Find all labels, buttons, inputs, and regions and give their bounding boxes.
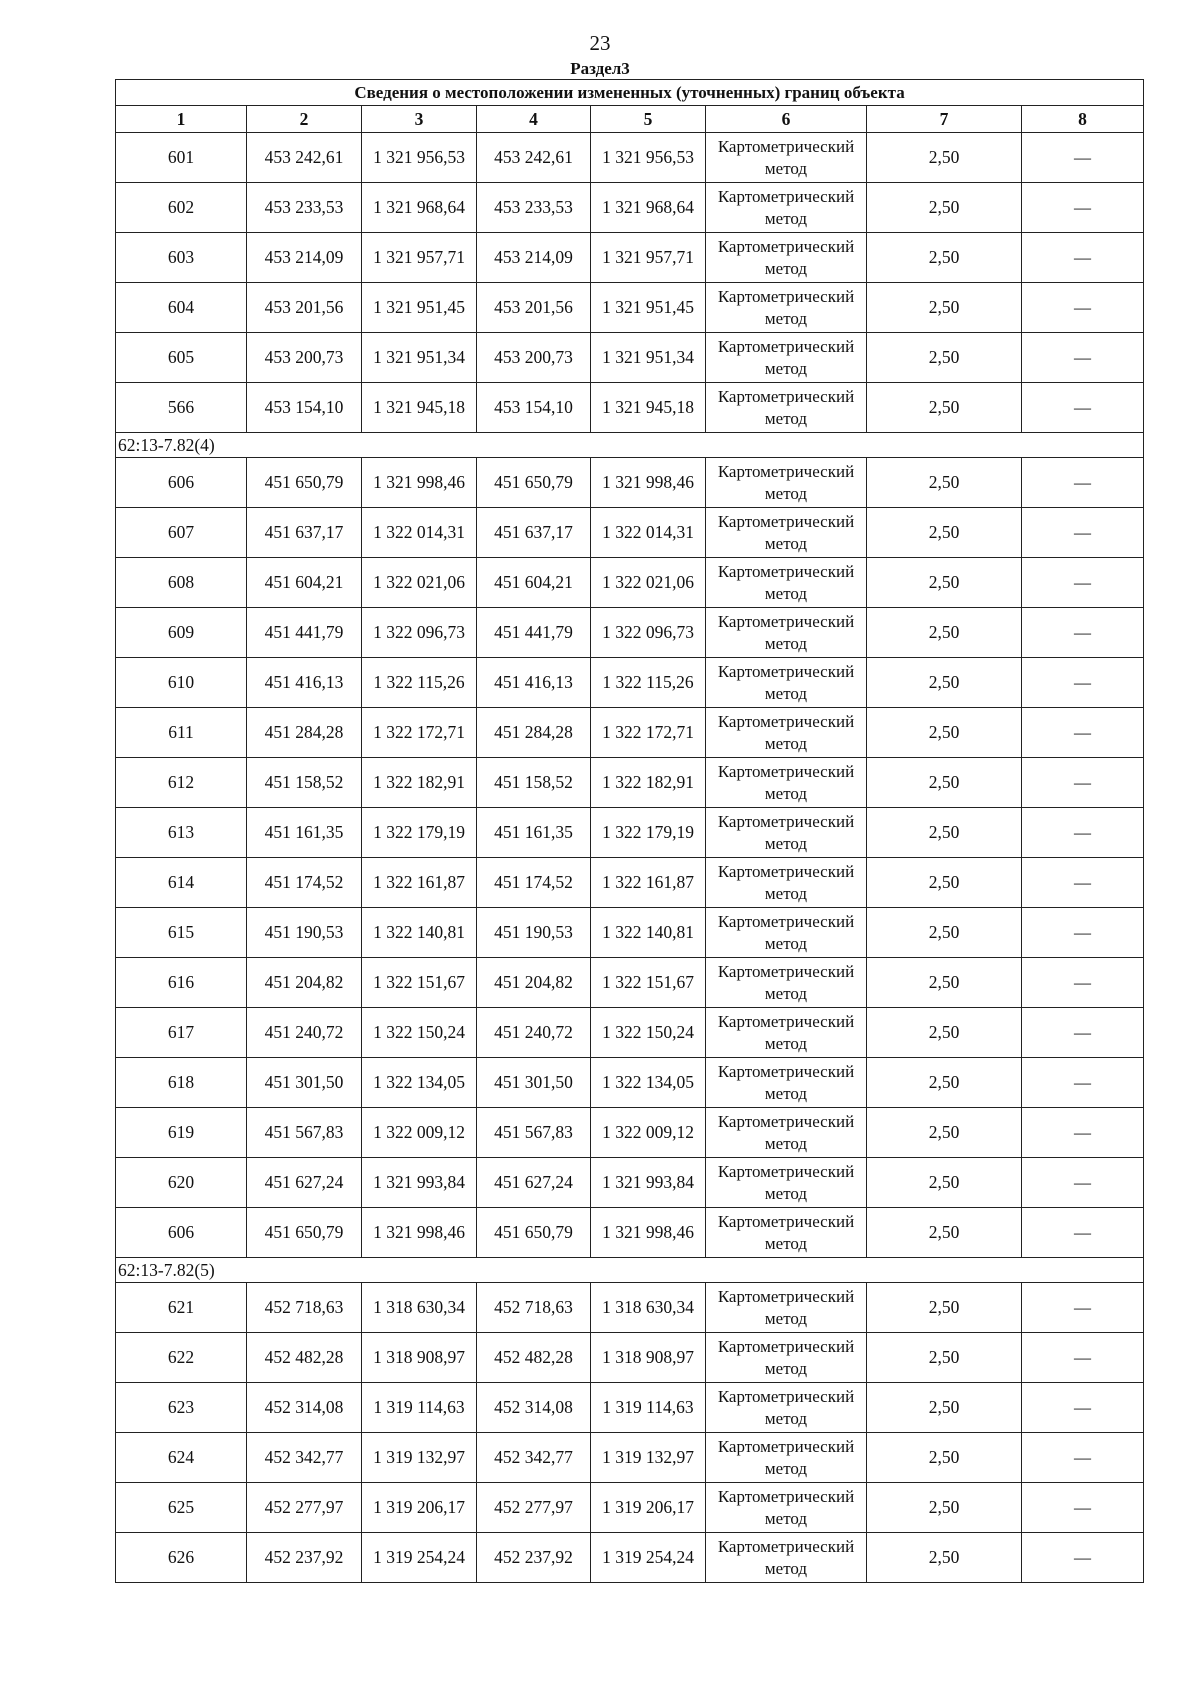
x-refined-cell: 451 627,24 — [477, 1158, 591, 1208]
point-number-cell: 605 — [116, 333, 247, 383]
accuracy-cell: 2,50 — [867, 1008, 1022, 1058]
point-number-cell: 601 — [116, 133, 247, 183]
table-row — [116, 1283, 1144, 1333]
accuracy-cell: 2,50 — [867, 758, 1022, 808]
y-refined-cell: 1 322 151,67 — [591, 958, 706, 1008]
point-number-cell: 619 — [116, 1108, 247, 1158]
description-cell: — — [1022, 1208, 1144, 1258]
table-row — [116, 1208, 1144, 1258]
y-existing-cell: 1 322 021,06 — [362, 558, 477, 608]
x-existing-cell: 453 214,09 — [247, 233, 362, 283]
accuracy-cell: 2,50 — [867, 1108, 1022, 1158]
accuracy-cell: 2,50 — [867, 908, 1022, 958]
method-cell: Картометрический метод — [706, 1208, 867, 1258]
table-row — [116, 1483, 1144, 1533]
description-cell: — — [1022, 133, 1144, 183]
x-existing-cell: 451 567,83 — [247, 1108, 362, 1158]
y-refined-cell: 1 318 908,97 — [591, 1333, 706, 1383]
x-existing-cell: 452 277,97 — [247, 1483, 362, 1533]
x-refined-cell: 452 277,97 — [477, 1483, 591, 1533]
description-cell: — — [1022, 558, 1144, 608]
y-existing-cell: 1 319 254,24 — [362, 1533, 477, 1583]
x-refined-cell: 451 204,82 — [477, 958, 591, 1008]
accuracy-cell: 2,50 — [867, 133, 1022, 183]
x-refined-cell: 451 284,28 — [477, 708, 591, 758]
accuracy-cell: 2,50 — [867, 1208, 1022, 1258]
point-number-cell: 603 — [116, 233, 247, 283]
point-number-cell: 618 — [116, 1058, 247, 1108]
x-existing-cell: 451 441,79 — [247, 608, 362, 658]
x-existing-cell: 451 161,35 — [247, 808, 362, 858]
column-header: 2 — [247, 106, 362, 133]
y-refined-cell: 1 322 182,91 — [591, 758, 706, 808]
y-existing-cell: 1 319 114,63 — [362, 1383, 477, 1433]
column-header: 1 — [116, 106, 247, 133]
y-refined-cell: 1 321 968,64 — [591, 183, 706, 233]
x-refined-cell: 451 637,17 — [477, 508, 591, 558]
point-number-cell: 623 — [116, 1383, 247, 1433]
y-refined-cell: 1 321 957,71 — [591, 233, 706, 283]
method-cell: Картометрический метод — [706, 708, 867, 758]
y-refined-cell: 1 319 114,63 — [591, 1383, 706, 1433]
y-existing-cell: 1 322 096,73 — [362, 608, 477, 658]
x-refined-cell: 451 416,13 — [477, 658, 591, 708]
x-refined-cell: 453 200,73 — [477, 333, 591, 383]
description-cell: — — [1022, 1008, 1144, 1058]
method-cell: Картометрический метод — [706, 1533, 867, 1583]
table-row — [116, 458, 1144, 508]
method-cell: Картометрический метод — [706, 958, 867, 1008]
y-existing-cell: 1 318 630,34 — [362, 1283, 477, 1333]
y-refined-cell: 1 322 115,26 — [591, 658, 706, 708]
accuracy-cell: 2,50 — [867, 1433, 1022, 1483]
method-cell: Картометрический метод — [706, 758, 867, 808]
table-row — [116, 758, 1144, 808]
point-number-cell: 602 — [116, 183, 247, 233]
table-body — [116, 80, 1144, 1583]
table-row — [116, 283, 1144, 333]
table-row — [116, 333, 1144, 383]
table-row — [116, 1433, 1144, 1483]
x-refined-cell: 453 154,10 — [477, 383, 591, 433]
method-cell: Картометрический метод — [706, 608, 867, 658]
description-cell: — — [1022, 1108, 1144, 1158]
method-cell: Картометрический метод — [706, 508, 867, 558]
method-cell: Картометрический метод — [706, 1108, 867, 1158]
table-row — [116, 383, 1144, 433]
x-refined-cell: 451 650,79 — [477, 1208, 591, 1258]
y-existing-cell: 1 322 014,31 — [362, 508, 477, 558]
point-number-cell: 622 — [116, 1333, 247, 1383]
accuracy-cell: 2,50 — [867, 708, 1022, 758]
x-existing-cell: 451 240,72 — [247, 1008, 362, 1058]
group-row — [116, 433, 1144, 458]
y-existing-cell: 1 321 998,46 — [362, 1208, 477, 1258]
y-refined-cell: 1 319 254,24 — [591, 1533, 706, 1583]
accuracy-cell: 2,50 — [867, 1483, 1022, 1533]
accuracy-cell: 2,50 — [867, 658, 1022, 708]
method-cell: Картометрический метод — [706, 1333, 867, 1383]
x-existing-cell: 452 342,77 — [247, 1433, 362, 1483]
point-number-cell: 626 — [116, 1533, 247, 1583]
y-existing-cell: 1 322 140,81 — [362, 908, 477, 958]
method-cell: Картометрический метод — [706, 1483, 867, 1533]
x-existing-cell: 452 237,92 — [247, 1533, 362, 1583]
group-row — [116, 1258, 1144, 1283]
method-cell: Картометрический метод — [706, 283, 867, 333]
table-row — [116, 808, 1144, 858]
y-refined-cell: 1 322 009,12 — [591, 1108, 706, 1158]
description-cell: — — [1022, 1433, 1144, 1483]
point-number-cell: 620 — [116, 1158, 247, 1208]
y-refined-cell: 1 321 998,46 — [591, 458, 706, 508]
description-cell: — — [1022, 508, 1144, 558]
x-existing-cell: 453 154,10 — [247, 383, 362, 433]
table-title-row — [116, 80, 1144, 106]
y-refined-cell: 1 322 172,71 — [591, 708, 706, 758]
y-existing-cell: 1 321 951,34 — [362, 333, 477, 383]
point-number-cell: 606 — [116, 458, 247, 508]
description-cell: — — [1022, 658, 1144, 708]
boundary-coordinates-table — [115, 79, 1144, 1583]
method-cell: Картометрический метод — [706, 1008, 867, 1058]
description-cell: — — [1022, 1333, 1144, 1383]
y-refined-cell: 1 321 998,46 — [591, 1208, 706, 1258]
point-number-cell: 616 — [116, 958, 247, 1008]
point-number-cell: 607 — [116, 508, 247, 558]
x-existing-cell: 453 200,73 — [247, 333, 362, 383]
table-row — [116, 1533, 1144, 1583]
accuracy-cell: 2,50 — [867, 1533, 1022, 1583]
method-cell: Картометрический метод — [706, 1433, 867, 1483]
x-existing-cell: 451 158,52 — [247, 758, 362, 808]
table-row — [116, 508, 1144, 558]
accuracy-cell: 2,50 — [867, 858, 1022, 908]
x-refined-cell: 451 650,79 — [477, 458, 591, 508]
x-existing-cell: 451 604,21 — [247, 558, 362, 608]
x-refined-cell: 451 174,52 — [477, 858, 591, 908]
method-cell: Картометрический метод — [706, 383, 867, 433]
description-cell: — — [1022, 1158, 1144, 1208]
point-number-cell: 613 — [116, 808, 247, 858]
point-number-cell: 617 — [116, 1008, 247, 1058]
accuracy-cell: 2,50 — [867, 1158, 1022, 1208]
table-row — [116, 908, 1144, 958]
y-existing-cell: 1 321 951,45 — [362, 283, 477, 333]
description-cell: — — [1022, 1283, 1144, 1333]
y-refined-cell: 1 322 096,73 — [591, 608, 706, 658]
x-existing-cell: 451 301,50 — [247, 1058, 362, 1108]
x-existing-cell: 451 650,79 — [247, 1208, 362, 1258]
column-header: 5 — [591, 106, 706, 133]
x-existing-cell: 451 204,82 — [247, 958, 362, 1008]
y-refined-cell: 1 321 993,84 — [591, 1158, 706, 1208]
y-existing-cell: 1 321 993,84 — [362, 1158, 477, 1208]
accuracy-cell: 2,50 — [867, 608, 1022, 658]
group-label: 62:13-7.82(4) — [116, 433, 1144, 458]
point-number-cell: 615 — [116, 908, 247, 958]
y-existing-cell: 1 321 998,46 — [362, 458, 477, 508]
method-cell: Картометрический метод — [706, 233, 867, 283]
description-cell: — — [1022, 183, 1144, 233]
table-row — [116, 1333, 1144, 1383]
description-cell: — — [1022, 958, 1144, 1008]
description-cell: — — [1022, 858, 1144, 908]
accuracy-cell: 2,50 — [867, 458, 1022, 508]
method-cell: Картометрический метод — [706, 1283, 867, 1333]
x-existing-cell: 452 482,28 — [247, 1333, 362, 1383]
y-refined-cell: 1 321 951,34 — [591, 333, 706, 383]
y-refined-cell: 1 322 150,24 — [591, 1008, 706, 1058]
accuracy-cell: 2,50 — [867, 808, 1022, 858]
table-row — [116, 1058, 1144, 1108]
description-cell: — — [1022, 1383, 1144, 1433]
method-cell: Картометрический метод — [706, 558, 867, 608]
x-refined-cell: 452 342,77 — [477, 1433, 591, 1483]
method-cell: Картометрический метод — [706, 458, 867, 508]
point-number-cell: 621 — [116, 1283, 247, 1333]
point-number-cell: 566 — [116, 383, 247, 433]
y-existing-cell: 1 321 956,53 — [362, 133, 477, 183]
y-existing-cell: 1 322 115,26 — [362, 658, 477, 708]
point-number-cell: 610 — [116, 658, 247, 708]
x-refined-cell: 451 240,72 — [477, 1008, 591, 1058]
description-cell: — — [1022, 1483, 1144, 1533]
x-refined-cell: 451 301,50 — [477, 1058, 591, 1108]
x-refined-cell: 451 567,83 — [477, 1108, 591, 1158]
y-refined-cell: 1 319 132,97 — [591, 1433, 706, 1483]
table-row — [116, 958, 1144, 1008]
x-refined-cell: 453 242,61 — [477, 133, 591, 183]
method-cell: Картометрический метод — [706, 1158, 867, 1208]
y-refined-cell: 1 322 021,06 — [591, 558, 706, 608]
table-row — [116, 708, 1144, 758]
column-header: 4 — [477, 106, 591, 133]
table-row — [116, 858, 1144, 908]
description-cell: — — [1022, 333, 1144, 383]
accuracy-cell: 2,50 — [867, 1283, 1022, 1333]
y-existing-cell: 1 322 172,71 — [362, 708, 477, 758]
x-existing-cell: 451 416,13 — [247, 658, 362, 708]
page-number: 23 — [589, 31, 611, 55]
x-existing-cell: 453 242,61 — [247, 133, 362, 183]
y-existing-cell: 1 322 134,05 — [362, 1058, 477, 1108]
accuracy-cell: 2,50 — [867, 1383, 1022, 1433]
column-header: 8 — [1022, 106, 1144, 133]
accuracy-cell: 2,50 — [867, 233, 1022, 283]
y-existing-cell: 1 322 179,19 — [362, 808, 477, 858]
method-cell: Картометрический метод — [706, 908, 867, 958]
point-number-cell: 604 — [116, 283, 247, 333]
x-existing-cell: 451 284,28 — [247, 708, 362, 758]
accuracy-cell: 2,50 — [867, 1058, 1022, 1108]
table-row — [116, 1108, 1144, 1158]
table-row — [116, 1008, 1144, 1058]
x-existing-cell: 452 718,63 — [247, 1283, 362, 1333]
point-number-cell: 612 — [116, 758, 247, 808]
column-header: 6 — [706, 106, 867, 133]
point-number-cell: 606 — [116, 1208, 247, 1258]
y-existing-cell: 1 322 151,67 — [362, 958, 477, 1008]
x-existing-cell: 451 637,17 — [247, 508, 362, 558]
table-row — [116, 658, 1144, 708]
x-existing-cell: 453 201,56 — [247, 283, 362, 333]
x-existing-cell: 452 314,08 — [247, 1383, 362, 1433]
x-existing-cell: 451 627,24 — [247, 1158, 362, 1208]
point-number-cell: 624 — [116, 1433, 247, 1483]
section-label: Раздел3 — [570, 59, 630, 78]
column-header: 3 — [362, 106, 477, 133]
table-title: Сведения о местоположении измененных (уточненных) границ объекта — [116, 80, 1144, 106]
y-refined-cell: 1 322 014,31 — [591, 508, 706, 558]
description-cell: — — [1022, 758, 1144, 808]
accuracy-cell: 2,50 — [867, 383, 1022, 433]
method-cell: Картометрический метод — [706, 658, 867, 708]
point-number-cell: 614 — [116, 858, 247, 908]
table-row — [116, 183, 1144, 233]
accuracy-cell: 2,50 — [867, 1333, 1022, 1383]
x-refined-cell: 451 190,53 — [477, 908, 591, 958]
table-row — [116, 1158, 1144, 1208]
point-number-cell: 608 — [116, 558, 247, 608]
description-cell: — — [1022, 383, 1144, 433]
y-refined-cell: 1 322 134,05 — [591, 1058, 706, 1108]
accuracy-cell: 2,50 — [867, 558, 1022, 608]
accuracy-cell: 2,50 — [867, 958, 1022, 1008]
x-refined-cell: 452 237,92 — [477, 1533, 591, 1583]
table-row — [116, 608, 1144, 658]
x-existing-cell: 453 233,53 — [247, 183, 362, 233]
table-row — [116, 1383, 1144, 1433]
x-refined-cell: 451 161,35 — [477, 808, 591, 858]
y-refined-cell: 1 322 140,81 — [591, 908, 706, 958]
y-refined-cell: 1 321 951,45 — [591, 283, 706, 333]
y-existing-cell: 1 322 009,12 — [362, 1108, 477, 1158]
description-cell: — — [1022, 233, 1144, 283]
column-header: 7 — [867, 106, 1022, 133]
column-header-row — [116, 106, 1144, 133]
description-cell: — — [1022, 908, 1144, 958]
description-cell: — — [1022, 1533, 1144, 1583]
y-existing-cell: 1 318 908,97 — [362, 1333, 477, 1383]
y-refined-cell: 1 321 956,53 — [591, 133, 706, 183]
table-row — [116, 558, 1144, 608]
method-cell: Картометрический метод — [706, 1383, 867, 1433]
accuracy-cell: 2,50 — [867, 283, 1022, 333]
x-refined-cell: 453 233,53 — [477, 183, 591, 233]
accuracy-cell: 2,50 — [867, 333, 1022, 383]
y-existing-cell: 1 322 150,24 — [362, 1008, 477, 1058]
method-cell: Картометрический метод — [706, 183, 867, 233]
y-existing-cell: 1 319 132,97 — [362, 1433, 477, 1483]
y-refined-cell: 1 322 179,19 — [591, 808, 706, 858]
y-refined-cell: 1 319 206,17 — [591, 1483, 706, 1533]
y-existing-cell: 1 319 206,17 — [362, 1483, 477, 1533]
accuracy-cell: 2,50 — [867, 508, 1022, 558]
x-refined-cell: 452 314,08 — [477, 1383, 591, 1433]
y-existing-cell: 1 322 182,91 — [362, 758, 477, 808]
method-cell: Картометрический метод — [706, 858, 867, 908]
y-refined-cell: 1 322 161,87 — [591, 858, 706, 908]
method-cell: Картометрический метод — [706, 333, 867, 383]
point-number-cell: 625 — [116, 1483, 247, 1533]
y-existing-cell: 1 321 968,64 — [362, 183, 477, 233]
description-cell: — — [1022, 808, 1144, 858]
table-row — [116, 133, 1144, 183]
y-existing-cell: 1 321 945,18 — [362, 383, 477, 433]
description-cell: — — [1022, 458, 1144, 508]
x-refined-cell: 451 441,79 — [477, 608, 591, 658]
description-cell: — — [1022, 608, 1144, 658]
description-cell: — — [1022, 283, 1144, 333]
x-refined-cell: 452 482,28 — [477, 1333, 591, 1383]
point-number-cell: 609 — [116, 608, 247, 658]
x-refined-cell: 452 718,63 — [477, 1283, 591, 1333]
y-existing-cell: 1 321 957,71 — [362, 233, 477, 283]
accuracy-cell: 2,50 — [867, 183, 1022, 233]
x-refined-cell: 453 201,56 — [477, 283, 591, 333]
x-refined-cell: 453 214,09 — [477, 233, 591, 283]
description-cell: — — [1022, 1058, 1144, 1108]
y-existing-cell: 1 322 161,87 — [362, 858, 477, 908]
x-existing-cell: 451 174,52 — [247, 858, 362, 908]
table-row — [116, 233, 1144, 283]
x-existing-cell: 451 190,53 — [247, 908, 362, 958]
method-cell: Картометрический метод — [706, 133, 867, 183]
y-refined-cell: 1 321 945,18 — [591, 383, 706, 433]
x-refined-cell: 451 158,52 — [477, 758, 591, 808]
description-cell: — — [1022, 708, 1144, 758]
method-cell: Картометрический метод — [706, 1058, 867, 1108]
y-refined-cell: 1 318 630,34 — [591, 1283, 706, 1333]
point-number-cell: 611 — [116, 708, 247, 758]
x-existing-cell: 451 650,79 — [247, 458, 362, 508]
x-refined-cell: 451 604,21 — [477, 558, 591, 608]
method-cell: Картометрический метод — [706, 808, 867, 858]
group-label: 62:13-7.82(5) — [116, 1258, 1144, 1283]
